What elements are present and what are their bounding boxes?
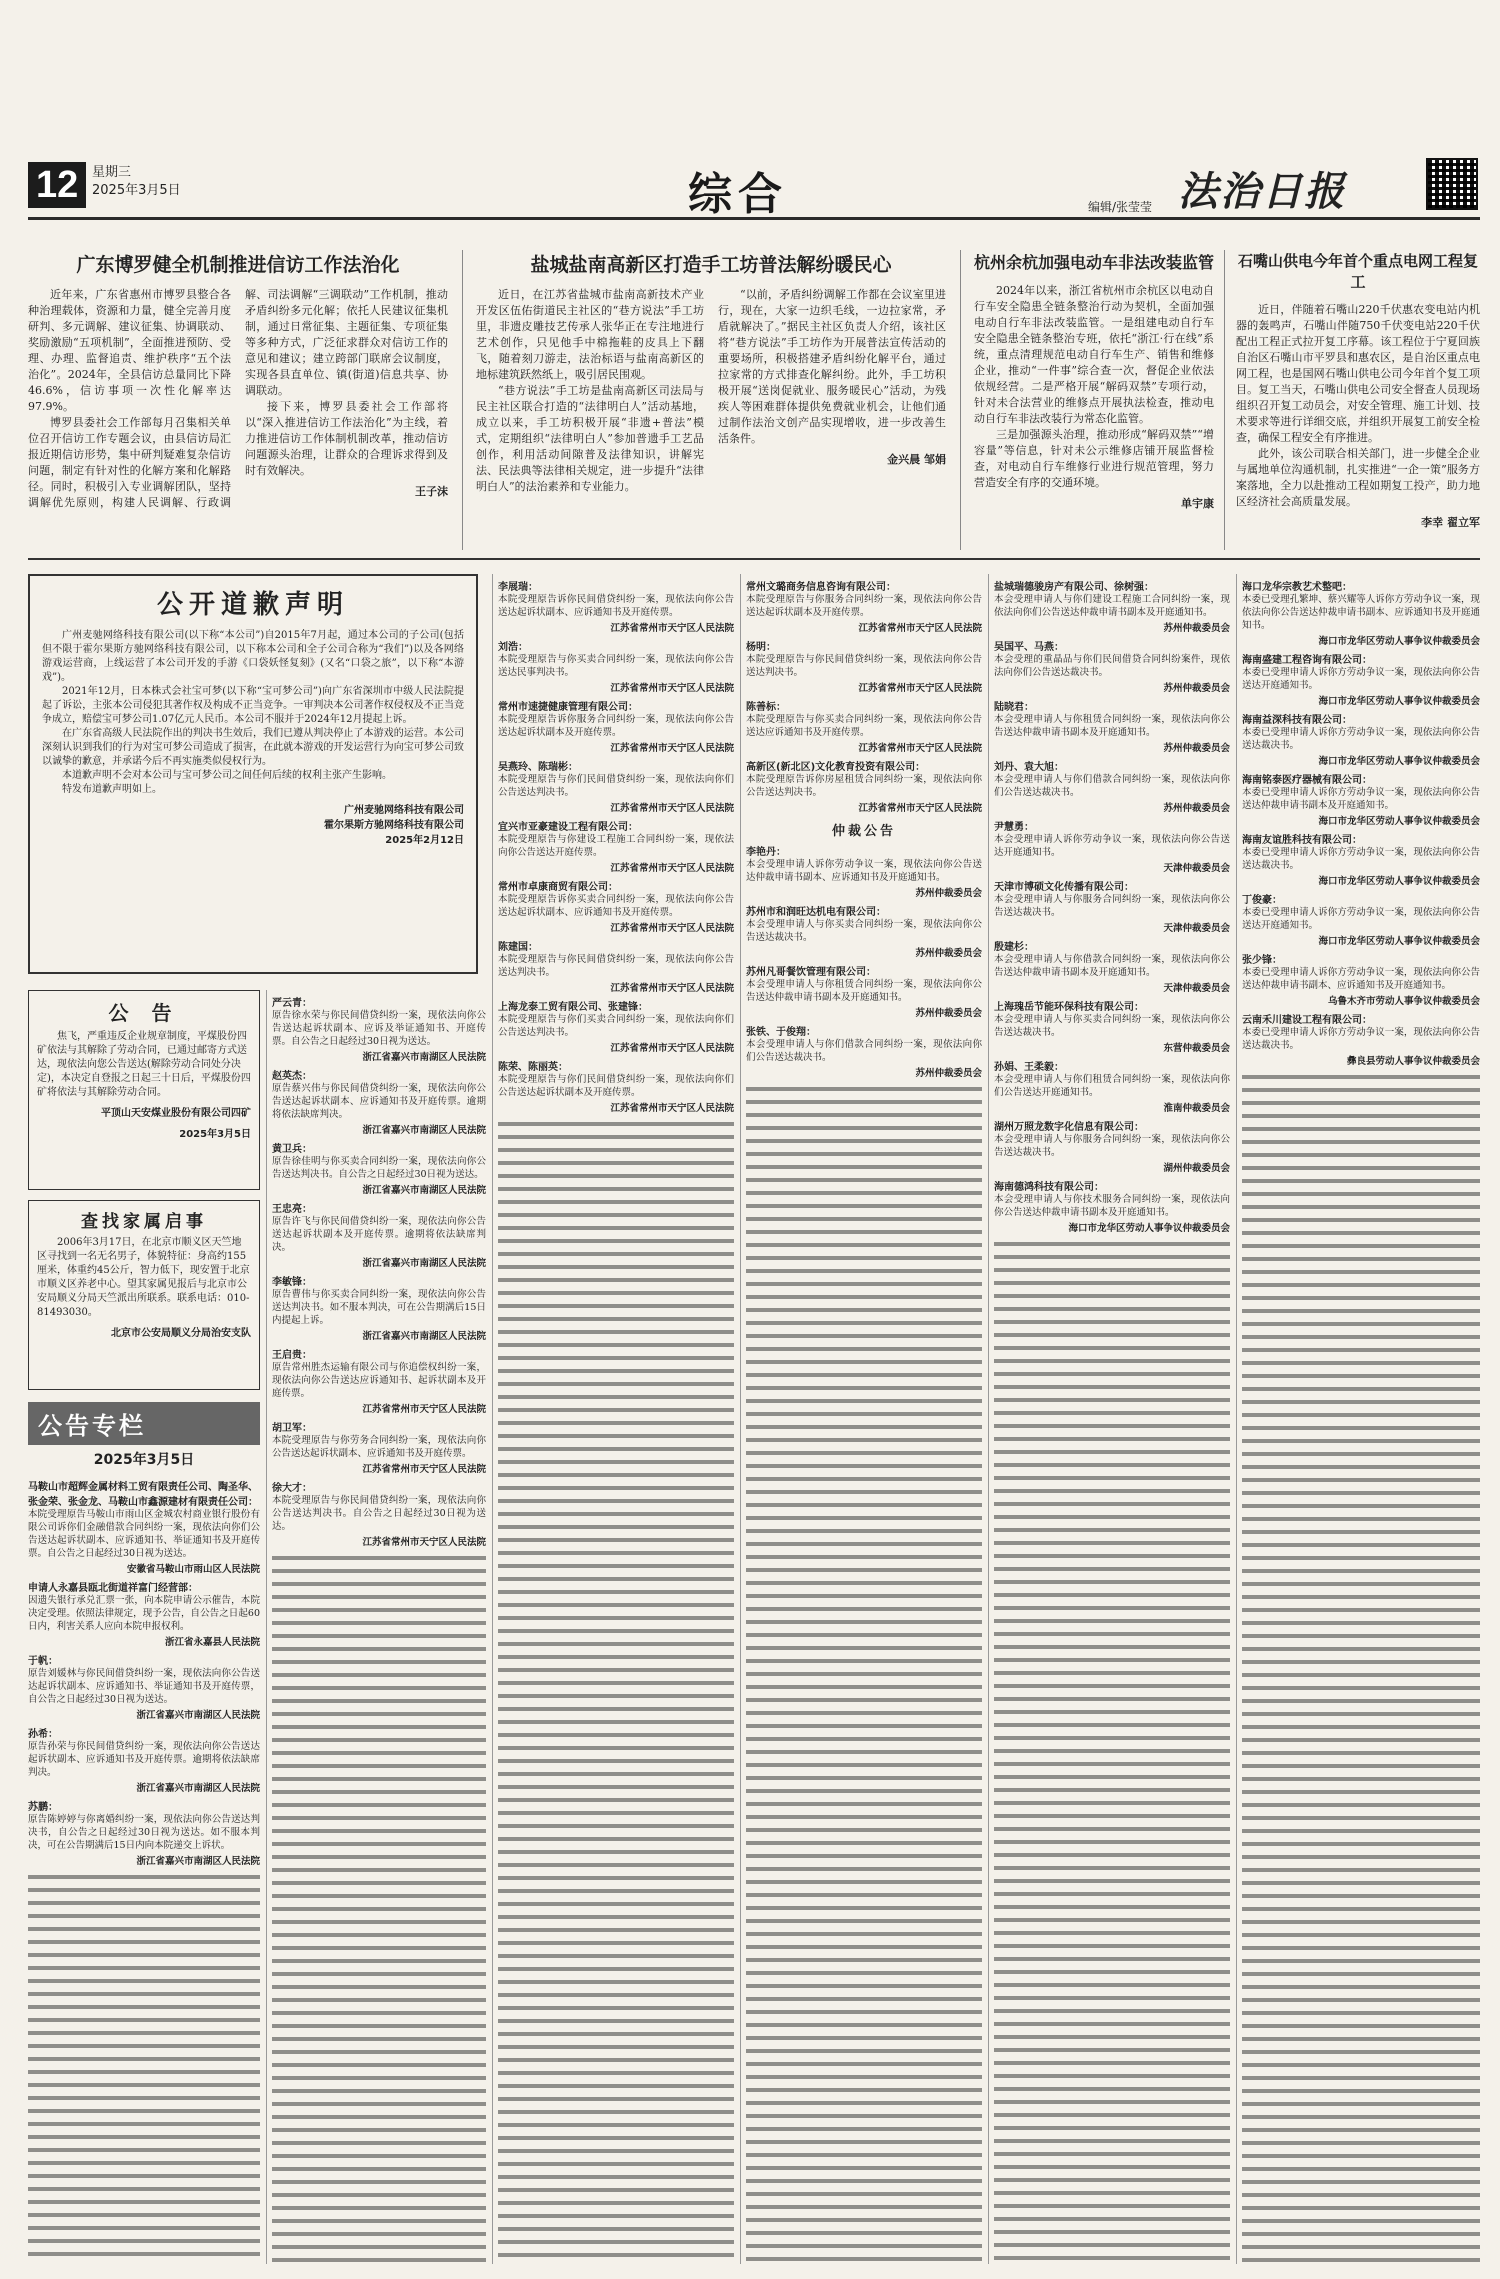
story-paragraph: 三是加强源头治理，推动形成“解码双禁”“增容量”等信息，针对未公示维修店铺开展监督检查，对电动自行车维修行业进行规范管理，努力营造安全有序的交通环境。	[974, 428, 1214, 489]
notice-addressee: 李敏锋：	[272, 1277, 312, 1288]
notice-addressee: 常州市速捷健康管理有限公司：	[498, 702, 638, 713]
notice-issuer: 苏州仲裁委员会	[1163, 803, 1230, 814]
story-paragraph: 2024年以来，浙江省杭州市余杭区以电动自行车安全隐患全链条整治行动为契机，全面加强电动自行车非法改装监管。一是组建电动自行车安全隐患全链条整治专班，依托“浙江·行在线”系统，重点清理规范电动自行车生产、销售和维修企业，推动“一件事”综合查一次，督促企业依法依规经营。二是严格开展“解码双禁”专项行动，针对未合法营业的维修点开展执法检查，推动电动自行车非法改装行为常态化监管。	[974, 284, 1214, 425]
notice-issuer: 江苏省常州市天宁区人民法院	[362, 1464, 486, 1475]
notice-body: 本委已受理申请人诉你方劳动争议一案，现依法向你公告送达仲裁申请书副本、应诉通知书及开庭通知书。	[1242, 967, 1480, 991]
notice-issuer: 苏州仲裁委员会	[915, 1008, 982, 1019]
notice-body: 本院受理原告与你建设工程施工合同纠纷一案，现依法向你公告送达开庭传票。	[498, 834, 734, 858]
notice-body: 本会受理申请人与你们借款合同纠纷一案，现依法向你们公告送达裁决书。	[994, 774, 1230, 798]
notice-addressee: 苏鹏：	[28, 1802, 58, 1813]
story-paragraph: 接下来，博罗县委社会工作部将以“深入推进信访工作法治化”为主线，着力推进信访工作体制机制改革，推动信访问题源头治理，让群众的合理诉求得到及时有效解决。	[245, 400, 448, 477]
notice-addressee: 李艳丹：	[746, 847, 786, 858]
fine-print-text-block	[28, 1870, 260, 2264]
apology-signer: 广州麦驰网络科技有限公司	[344, 805, 464, 816]
notice-body: 本会受理申请人与你服务合同纠纷一案，现依法向你公告送达裁决书。	[994, 1134, 1230, 1158]
notice-body: 原告曹伟与你买卖合同纠纷一案，现依法向你公告送达判决书。如不服本判决，可在公告期满后15日内提起上诉。	[272, 1289, 486, 1326]
notice-column-3	[498, 574, 734, 2264]
notice-issuer: 浙江省嘉兴市南湖区人民法院	[362, 1052, 486, 1063]
notice-addressee: 苏州凡哥餐饮管理有限公司：	[746, 967, 876, 978]
notice-body: 本院受理原告诉你房屋租赁合同纠纷一案，现依法向你公告送达判决书。	[746, 774, 982, 798]
notice-issuer: 天津仲裁委员会	[1163, 923, 1230, 934]
notice-issuer: 彝良县劳动人事争议仲裁委员会	[1346, 1056, 1480, 1067]
notice-body: 本会受理申请人与你服务合同纠纷一案，现依法向你公告送达裁决书。	[994, 894, 1230, 918]
notice-body: 原告徐佳明与你买卖合同纠纷一案，现依法向你公告送达判决书。自公告之日起经过30日视为送达。	[272, 1156, 486, 1180]
notice-addressee: 李展瑞：	[498, 582, 538, 593]
missing-person-notice	[28, 1200, 260, 1390]
weekday: 星期三	[92, 165, 132, 180]
story-title: 广东博罗健全机制推进信访工作法治化	[76, 254, 400, 276]
notice-addressee: 陈善标：	[746, 702, 786, 713]
notice-addressee: 常州文璐商务信息咨询有限公司：	[746, 582, 896, 593]
notice-addressee: 上海龙泰工贸有限公司、张建锋：	[498, 1002, 648, 1013]
story-paragraph: 近日，在江苏省盐城市盐南高新技术产业开发区伍佑街道民主社区的“巷方说法”手工坊里，非遗皮雕技艺传承人张华正在专注地进行艺术创作，只见他手中棉拖鞋的皮具上下翻飞，随着刻刀游走，法治标语与盐南高新区的地标建筑跃然纸上，吸引居民围观。	[476, 288, 704, 381]
story-byline: 李幸 翟立军	[1421, 516, 1480, 529]
notice-issuer: 浙江省嘉兴市南湖区人民法院	[136, 1783, 260, 1794]
notice-body: 本院受理原告与你劳务合同纠纷一案，现依法向你公告送达起诉状副本、应诉通知书及开庭传票。	[272, 1435, 486, 1459]
apology-paragraph: 广州麦驰网络科技有限公司(以下称“本公司”)自2015年7月起，通过本公司的子公司(包括但不限于霍尔果斯方驰网络科技有限公司，以下称本公司和全子公司合称为“我们”)以及各网络游戏运营商，上线运营了本公司开发的手游《口袋妖怪复刻》(又名“口袋之旅”，以下称“本游戏”)。	[42, 630, 464, 683]
notice-addressee: 王忠亮：	[272, 1204, 312, 1215]
notice-addressee: 海南益深科技有限公司：	[1242, 715, 1352, 726]
notice-issuer: 江苏省常州市天宁区人民法院	[610, 1103, 734, 1114]
notice-issuer: 安徽省马鞍山市雨山区人民法院	[126, 1564, 260, 1575]
notice-body: 本院受理原告与你们买卖合同纠纷一案，现依法向你们公告送达判决书。	[498, 1014, 734, 1038]
notice-addressee: 孙娟、王柔毅：	[994, 1062, 1064, 1073]
fine-print-text-block	[1242, 1070, 1480, 2264]
notice-issuer: 苏州仲裁委员会	[1163, 683, 1230, 694]
section-rule	[28, 558, 1480, 560]
story-byline: 王子沫	[415, 485, 448, 498]
column-divider	[266, 990, 267, 2264]
notice-issuer: 江苏省常州市天宁区人民法院	[610, 1043, 734, 1054]
notice-addressee: 云南禾川建设工程有限公司：	[1242, 1015, 1372, 1026]
notice-issuer: 苏州仲裁委员会	[915, 948, 982, 959]
notice-addressee: 陈荣、陈丽英：	[498, 1062, 568, 1073]
notice-issuer: 乌鲁木齐市劳动人事争议仲裁委员会	[1327, 996, 1480, 1007]
column-divider	[462, 250, 463, 550]
apology-title: 公开道歉声明	[156, 590, 349, 620]
notice-body: 本院受理原告与你买卖合同纠纷一案，现依法向你公告送达应诉通知书及开庭传票。	[746, 714, 982, 738]
notice-addressee: 陆晓君：	[994, 702, 1034, 713]
notice-body: 本会受理申请人与你租赁合同纠纷一案，现依法向你公告送达仲裁申请书副本及开庭通知书。	[994, 714, 1230, 738]
notice-column-1	[28, 1474, 260, 2264]
bulletin-header	[28, 1402, 260, 1468]
notice-issuer: 浙江省嘉兴市南湖区人民法院	[362, 1258, 486, 1269]
notice-body: 因遗失银行承兑汇票一张，向本院申请公示催告，本院决定受理。依照法律规定，现予公告，自公告之日起60日内，利害关系人应向本院申报权利。	[28, 1595, 260, 1632]
story-paragraph: “以前，矛盾纠纷调解工作都在会议室里进行，现在，大家一边织毛线，一边拉家常，矛盾就解决了。”据民主社区负责人介绍，该社区将“巷方说法”手工坊作为开展普法宣传活动的重要场所，积极搭建矛盾纠纷化解平台，通过拉家常的方式排查化解纠纷。此外，手工坊积极开展“送岗促就业、服务暖民心”活动，为残疾人等困难群体提供免费就业机会，让他们通过制作法治文创产品实现增收，进一步改善生活条件。	[718, 288, 946, 445]
story-paragraph: 博罗县委社会工作部每月召集相关单位召开信访工作专题会议，由县信访局汇报近期信访形势，集中研判疑难复杂信访问题，制定有针对性的化解方案和化解路径。同时，积极引入专业调解团队，坚持调解优先原则，构建人民调解、行政调解、司法调解“三调联动”工作机制，推动矛盾纠纷多元化解；依托人民建议征集机制，通过日常征集、主题征集、专项征集等多种方式，广泛征求群众对信访工作的意见和建议；建立跨部门联席会议制度，实现各县直单位、镇(街道)信息共享、协调联动。	[28, 288, 448, 509]
apology-paragraph: 本道歉声明不会对本公司与宝可梦公司之间任何后续的权利主张产生影响。	[62, 770, 392, 781]
notice-body: 本委已受理申请人诉你方劳动争议一案，现依法向你公告送达裁决书。	[1242, 847, 1480, 871]
notice-body: 本会受理申请人与你们租赁合同纠纷一案，现依法向你们公告送达开庭通知书。	[994, 1074, 1230, 1098]
notice-addressee: 尹慧勇：	[994, 822, 1034, 833]
arbitration-section-title: 仲裁公告	[831, 824, 896, 839]
notice-addressee: 殷建杉：	[994, 942, 1034, 953]
apology-paragraph: 在广东省高级人民法院作出的判决书生效后，我们已遵从判决停止了本游戏的运营。本公司深刻认识到我们的行为对宝可梦公司造成了损害，在此就本游戏的开发运营行为向宝可梦公司致以诚挚的歉意，并承诺今后不再实施类似侵权行为。	[42, 728, 464, 767]
column-divider	[740, 574, 741, 2264]
story-boluo	[28, 250, 448, 550]
notice-body: 本院受理原告与你民间借贷纠纷一案，现依法向你公告送达判决书。	[746, 654, 982, 678]
story-title: 盐城盐南高新区打造手工坊普法解纷暖民心	[530, 254, 892, 276]
story-paragraph: 近年来，广东省惠州市博罗县整合各种治理载体，资源和力量，健全完善月度研判、多元调解、建议征集、协调联动、奖励激励“五项机制”，全面推进预防、受理、办理、监督追责、维护秩序“五个法治化”。2024年，全县信访总量同比下降46.6%，信访事项一次性化解率达97.9%。	[28, 288, 231, 413]
notice-body: 原告陈婷婷与你离婚纠纷一案，现依法向你公告送达判决书，自公告之日起经过30日视为送达。如不服本判决，可在公告期满后15日内向本院递交上诉状。	[28, 1814, 260, 1851]
notice-addressee: 严云青：	[272, 998, 312, 1009]
notice-body: 原告徐水荣与你民间借贷纠纷一案，现依法向你公告送达起诉状副本、应诉及举证通知书、开庭传票。自公告之日起经过30日视为送达。	[272, 1010, 486, 1047]
notice-issuer: 江苏省常州市天宁区人民法院	[610, 683, 734, 694]
notice-addressee: 徐大才：	[272, 1483, 312, 1494]
fine-print-text-block	[272, 1551, 486, 2264]
story-byline: 金兴晨 邹娟	[887, 453, 946, 466]
notice-body: 本院受理原告马鞍山市雨山区金城农村商业银行股份有限公司诉你们金融借款合同纠纷一案，现依法向你们公告送达起诉状副本、应诉通知书、举证通知书及开庭传票。自公告之日起经过30日视为送达。	[28, 1509, 260, 1559]
notice-body: 本委已受理孔繁坤、蔡兴耀等人诉你方劳动争议一案，现依法向你公告送达仲裁申请书副本、应诉通知书及开庭通知书。	[1242, 594, 1480, 631]
notice-body: 本会受理申请人与你借款合同纠纷一案，现依法向你公告送达仲裁申请书副本及开庭通知书。	[994, 954, 1230, 978]
apology-statement	[28, 574, 478, 974]
notice-issuer: 浙江省嘉兴市南湖区人民法院	[362, 1125, 486, 1136]
notice-addressee: 杨明：	[746, 642, 776, 653]
column-divider	[988, 574, 989, 2264]
notice-body: 本院受理原告与你民间借贷纠纷一案，现依法向你公告送达判决书。自公告之日起经过30日视为送达。	[272, 1495, 486, 1532]
bulletin-title: 公告专栏	[28, 1402, 260, 1445]
notice-body: 本院受理原告诉你民间借贷纠纷一案，现依法向你公告送达起诉状副本、应诉通知书及开庭传票。	[498, 594, 734, 618]
notice-issuer: 江苏省常州市天宁区人民法院	[610, 863, 734, 874]
notice-body: 原告常州胜杰运输有限公司与你追偿权纠纷一案，现依法向你公告送达应诉通知书、起诉状副本及开庭传票。	[272, 1362, 486, 1399]
story-title: 石嘴山供电今年首个重点电网工程复工	[1237, 252, 1478, 291]
notice-column-5	[994, 574, 1230, 2264]
notice-issuer: 苏州仲裁委员会	[1163, 623, 1230, 634]
notice-body: 本会受理申请人与你们建设工程施工合同纠纷一案，现依法向你们公告送达仲裁申请书副本及开庭通知书。	[994, 594, 1230, 618]
notice-issuer: 天津仲裁委员会	[1163, 983, 1230, 994]
notice-body: 本会受理申请人与你买卖合同纠纷一案，现依法向你公告送达裁决书。	[746, 919, 982, 943]
notice-addressee: 马鞍山市超辉金属材料工贸有限责任公司、陶圣华、张金荣、张金龙、马鞍山市鑫源建材有限责任公司：	[28, 1482, 258, 1508]
notice-addressee: 高新区(新北区)文化教育投资有限公司：	[746, 762, 926, 773]
notice-body: 原告许飞与你民间借贷纠纷一案，现依法向你公告送达起诉状副本及开庭传票。逾期将依法缺席判决。	[272, 1216, 486, 1253]
notice-body: 原告刘媛林与你民间借贷纠纷一案，现依法向你公告送达起诉状副本、应诉通知书、举证通知书及开庭传票，自公告之日起经过30日视为送达。	[28, 1668, 260, 1705]
story-paragraph: 此外，该公司联合相关部门，进一步健全企业与属地单位沟通机制，扎实推进“一企一策”服务方案落地，全力以赴推动工程如期复工投产，助力地区经济社会高质量发展。	[1236, 447, 1480, 508]
notice-issuer: 江苏省常州市天宁区人民法院	[362, 1537, 486, 1548]
notice-addressee: 赵英杰：	[272, 1071, 312, 1082]
story-shizuishan	[1236, 250, 1480, 550]
story-yancheng	[476, 250, 946, 550]
notice-issuer: 江苏省常州市天宁区人民法院	[610, 623, 734, 634]
notice-issuer: 江苏省常州市天宁区人民法院	[610, 743, 734, 754]
notice-body: 本院受理原告与你买卖合同纠纷一案，现依法向你公告送达民事判决书。	[498, 654, 734, 678]
bulletin-date: 2025年3月5日	[28, 1445, 260, 1468]
notice-addressee: 苏州市和润旺达机电有限公司：	[746, 907, 886, 918]
notice-addressee: 吴国平、马燕：	[994, 642, 1064, 653]
notice-body: 本院受理原告与你们民间借贷纠纷一案，现依法向你们公告送达起诉状副本及开庭传票。	[498, 1074, 734, 1098]
notice-body: 本会受理申请人与你租赁合同纠纷一案，现依法向你公告送达仲裁申请书副本及开庭通知书。	[746, 979, 982, 1003]
apology-signer: 霍尔果斯方驰网络科技有限公司	[324, 820, 464, 831]
section-title: 综合	[688, 169, 788, 220]
notice-issuer: 江苏省常州市天宁区人民法院	[858, 803, 982, 814]
notice-addressee: 张少锋：	[1242, 955, 1282, 966]
notice-issuer: 浙江省永嘉县人民法院	[164, 1637, 260, 1648]
notice-addressee: 海南铭泰医疗器械有限公司：	[1242, 775, 1372, 786]
notice-box-date: 2025年3月5日	[179, 1129, 251, 1140]
notice-issuer: 浙江省嘉兴市南湖区人民法院	[362, 1331, 486, 1342]
notice-addressee: 申请人永嘉县瓯北街道祥富门经营部：	[28, 1583, 198, 1594]
notice-addressee: 刘丹、袁大旭：	[994, 762, 1064, 773]
notice-issuer: 江苏省常州市天宁区人民法院	[610, 983, 734, 994]
notice-addressee: 胡卫军：	[272, 1423, 312, 1434]
notice-addressee: 天津市博硕文化传播有限公司：	[994, 882, 1134, 893]
notice-body: 本院受理原告诉你买卖合同纠纷一案，现依法向你公告送达起诉状副本、应诉通知书及开庭传票。	[498, 894, 734, 918]
notice-body: 本会受理的重晶品与你们民间借贷合同纠纷案件，现依法向你们公告送达裁决书。	[994, 654, 1230, 678]
notice-body: 本院受理原告与你们民间借贷纠纷一案，现依法向你们公告送达判决书。	[498, 774, 734, 798]
notice-box-title: 公 告	[108, 1001, 180, 1025]
notice-addressee: 湖州万照龙数字化信息有限公司：	[994, 1122, 1144, 1133]
notice-body: 本会受理申请人诉你劳动争议一案，现依法向你公告送达开庭通知书。	[994, 834, 1230, 858]
qr-code-icon	[1426, 158, 1478, 210]
notice-addressee: 刘浩：	[498, 642, 528, 653]
story-paragraph: “巷方说法”手工坊是盐南高新区司法局与民主社区联合打造的“法律明白人”活动基地，成立以来，手工坊积极开展“非遗+普法”模式，定期组织“法律明白人”参加普遗手工艺品创作，利用活动间隙普及法律知识，讲解宪法、民法典等法律相关规定，进一步提升“法律明白人”的法治素养和专业能力。	[476, 384, 704, 493]
notice-addressee: 孙希：	[28, 1729, 58, 1740]
apology-paragraph: 2021年12月，日本株式会社宝可梦(以下称“宝可梦公司”)向广东省深圳市中级人民法院提起了诉讼，主张本公司侵犯其著作权及构成不正当竞争。一审判决本公司著作权侵权及不正当竞争成立，赔偿宝可梦公司1.07亿元人民币。本公司不服并于2024年12月提起上诉。	[42, 686, 464, 725]
notice-body: 本会受理申请人与你买卖合同纠纷一案，现依法向你公告送达裁决书。	[994, 1014, 1230, 1038]
notice-addressee: 于帆：	[28, 1656, 58, 1667]
notice-issuer: 江苏省常州市天宁区人民法院	[858, 683, 982, 694]
notice-column-4	[746, 574, 982, 2264]
missing-notice-body: 2006年3月17日，在北京市顺义区天竺地区寻找到一名无名男子，体貌特征：身高约155厘米，体重约45公斤，智力低下，现安置于北京市顺义区养老中心。望其家属见报后与北京市公安局顺义分局天竺派出所联系。联系电话：010-81493030。	[37, 1237, 250, 1318]
page-number: 12	[28, 162, 86, 208]
notice-issuer: 苏州仲裁委员会	[915, 888, 982, 899]
notice-issuer: 淮南仲裁委员会	[1163, 1103, 1230, 1114]
apology-signature	[42, 803, 464, 848]
notice-column-6	[1242, 574, 1480, 2264]
notice-body: 本委已受理申请人诉你方劳动争议一案，现依法向你公告送达仲裁申请书副本及开庭通知书。	[1242, 787, 1480, 811]
notice-addressee: 陈建国：	[498, 942, 538, 953]
notice-column-2	[272, 990, 486, 2264]
notice-addressee: 张铁、于俊翔：	[746, 1027, 816, 1038]
notice-body: 本委已受理申请人诉你方劳动争议一案，现依法向你公告送达裁决书。	[1242, 1027, 1480, 1051]
notice-addressee: 黄卫兵：	[272, 1144, 312, 1155]
column-divider	[492, 574, 493, 2264]
column-divider	[1236, 574, 1237, 2264]
notice-issuer: 东营仲裁委员会	[1163, 1043, 1230, 1054]
notice-issuer: 海口市龙华区劳动人事争议仲裁委员会	[1068, 1223, 1230, 1234]
fine-print-text-block	[746, 1082, 982, 2264]
notice-issuer: 海口市龙华区劳动人事争议仲裁委员会	[1318, 876, 1480, 887]
notice-body: 本会受理申请人与你们借款合同纠纷一案，现依法向你们公告送达裁决书。	[746, 1039, 982, 1063]
notice-addressee: 盐城瑞德骏房产有限公司、徐树强：	[994, 582, 1154, 593]
notice-issuer: 海口市龙华区劳动人事争议仲裁委员会	[1318, 936, 1480, 947]
notice-issuer: 苏州仲裁委员会	[915, 1068, 982, 1079]
notice-issuer: 江苏省常州市天宁区人民法院	[858, 743, 982, 754]
notice-issuer: 江苏省常州市天宁区人民法院	[610, 803, 734, 814]
notice-body: 本委已受理申请人诉你方劳动争议一案，现依法向你公告送达开庭通知书。	[1242, 907, 1480, 931]
notice-issuer: 天津仲裁委员会	[1163, 863, 1230, 874]
notice-body: 本会受理申请人诉你劳动争议一案，现依法向你公告送达仲裁申请书副本、应诉通知书及开庭通知书。	[746, 859, 982, 883]
fine-print-text-block	[994, 1237, 1230, 2264]
column-divider	[1224, 250, 1225, 550]
story-title: 杭州余杭加强电动车非法改装监管	[974, 253, 1214, 272]
story-hangzhou	[974, 250, 1214, 550]
page-date-block	[92, 164, 181, 200]
notice-body: 本院受理原告诉你服务合同纠纷一案，现依法向你公告送达起诉状副本及开庭传票。	[498, 714, 734, 738]
notice-addressee: 吴燕玲、陈瑞彬：	[498, 762, 578, 773]
missing-notice-signer: 北京市公安局顺义分局治安支队	[111, 1328, 251, 1339]
notice-body: 本委已受理申请人诉你方劳动争议一案，现依法向你公告送达开庭通知书。	[1242, 667, 1480, 691]
notice-issuer: 海口市龙华区劳动人事争议仲裁委员会	[1318, 816, 1480, 827]
notice-issuer: 海口市龙华区劳动人事争议仲裁委员会	[1318, 756, 1480, 767]
notice-issuer: 海口市龙华区劳动人事争议仲裁委员会	[1318, 636, 1480, 647]
notice-body: 本院受理原告与你民间借贷纠纷一案，现依法向你公告送达判决书。	[498, 954, 734, 978]
notice-addressee: 海南友谊胜科技有限公司：	[1242, 835, 1362, 846]
notice-box	[28, 990, 260, 1190]
notice-addressee: 海口龙华宗教艺术整吧：	[1242, 582, 1352, 593]
notice-addressee: 海南德鸿科技有限公司：	[994, 1182, 1104, 1193]
masthead-logo: 法治日报	[1178, 168, 1346, 215]
notice-box-body: 焦飞，严重违反企业规章制度，平煤股份四矿依法与其解除了劳动合同，已通过邮寄方式送达，现依法向您公告送达(解除劳动合同处分决定)，本决定自登报之日起三十日后，平煤股份四矿将依法与其解除劳动合同。	[37, 1031, 251, 1098]
notice-issuer: 湖州仲裁委员会	[1163, 1163, 1230, 1174]
apology-paragraph: 特发布道歉声明如上。	[62, 784, 162, 795]
apology-date: 2025年2月12日	[385, 835, 464, 846]
notice-issuer: 浙江省嘉兴市南湖区人民法院	[136, 1710, 260, 1721]
notice-body: 本会受理申请人与你技术服务合同纠纷一案，现依法向你公告送达仲裁申请书副本及开庭通知书。	[994, 1194, 1230, 1218]
notice-issuer: 浙江省嘉兴市南湖区人民法院	[362, 1185, 486, 1196]
notice-body: 原告孙荣与你民间借贷纠纷一案，现依法向你公告送达起诉状副本、应诉通知书及开庭传票。逾期将依法缺席判决。	[28, 1741, 260, 1778]
story-byline: 单宇康	[1181, 497, 1214, 510]
notice-addressee: 海南盛建工程咨询有限公司：	[1242, 655, 1372, 666]
story-paragraph: 近日，伴随着石嘴山220千伏惠农变电站内机器的轰鸣声，石嘴山伴随750千伏变电站220千伏配出工程正式拉开复工序幕。该工程位于宁夏回族自治区石嘴山市平罗县和惠农区，是自治区重点电网工程，也是国网石嘴山供电公司今年首个复工项目。复工当天，石嘴山供电公司安全督查人员现场组织召开复工动员会，对安全管理、施工计划、技术要求等进行详细交底，并组织开展复工前安全检查，确保工程安全有序推进。	[1236, 303, 1480, 444]
notice-issuer: 海口市龙华区劳动人事争议仲裁委员会	[1318, 696, 1480, 707]
page-header	[28, 158, 1480, 220]
missing-notice-title: 查找家属启事	[81, 1212, 207, 1232]
fine-print-text-block	[498, 1117, 734, 2264]
column-divider	[960, 250, 961, 550]
notice-issuer: 江苏省常州市天宁区人民法院	[362, 1404, 486, 1415]
notice-body: 原告蔡兴伟与你民间借贷纠纷一案，现依法向你公告送达起诉状副本、应诉通知书及开庭传票。逾期将依法缺席判决。	[272, 1083, 486, 1120]
notice-issuer: 江苏省常州市天宁区人民法院	[610, 923, 734, 934]
notice-body: 本委已受理申请人诉你方劳动争议一案，现依法向你公告送达裁决书。	[1242, 727, 1480, 751]
notice-addressee: 丁俊豪：	[1242, 895, 1282, 906]
notice-box-signer: 平顶山天安煤业股份有限公司四矿	[101, 1108, 251, 1119]
editor-credit: 编辑/张莹莹	[1088, 200, 1153, 214]
notice-issuer: 江苏省常州市天宁区人民法院	[858, 623, 982, 634]
notice-addressee: 宜兴市亚豪建设工程有限公司：	[498, 822, 638, 833]
notice-addressee: 上海瑰岳节能环保科技有限公司：	[994, 1002, 1144, 1013]
notice-body: 本院受理原告与你服务合同纠纷一案，现依法向你公告送达起诉状副本及开庭传票。	[746, 594, 982, 618]
notice-addressee: 王启贵：	[272, 1350, 312, 1361]
notice-addressee: 常州市卓康商贸有限公司：	[498, 882, 618, 893]
notice-issuer: 苏州仲裁委员会	[1163, 743, 1230, 754]
notice-issuer: 浙江省嘉兴市南湖区人民法院	[136, 1856, 260, 1867]
issue-date: 2025年3月5日	[92, 183, 181, 198]
